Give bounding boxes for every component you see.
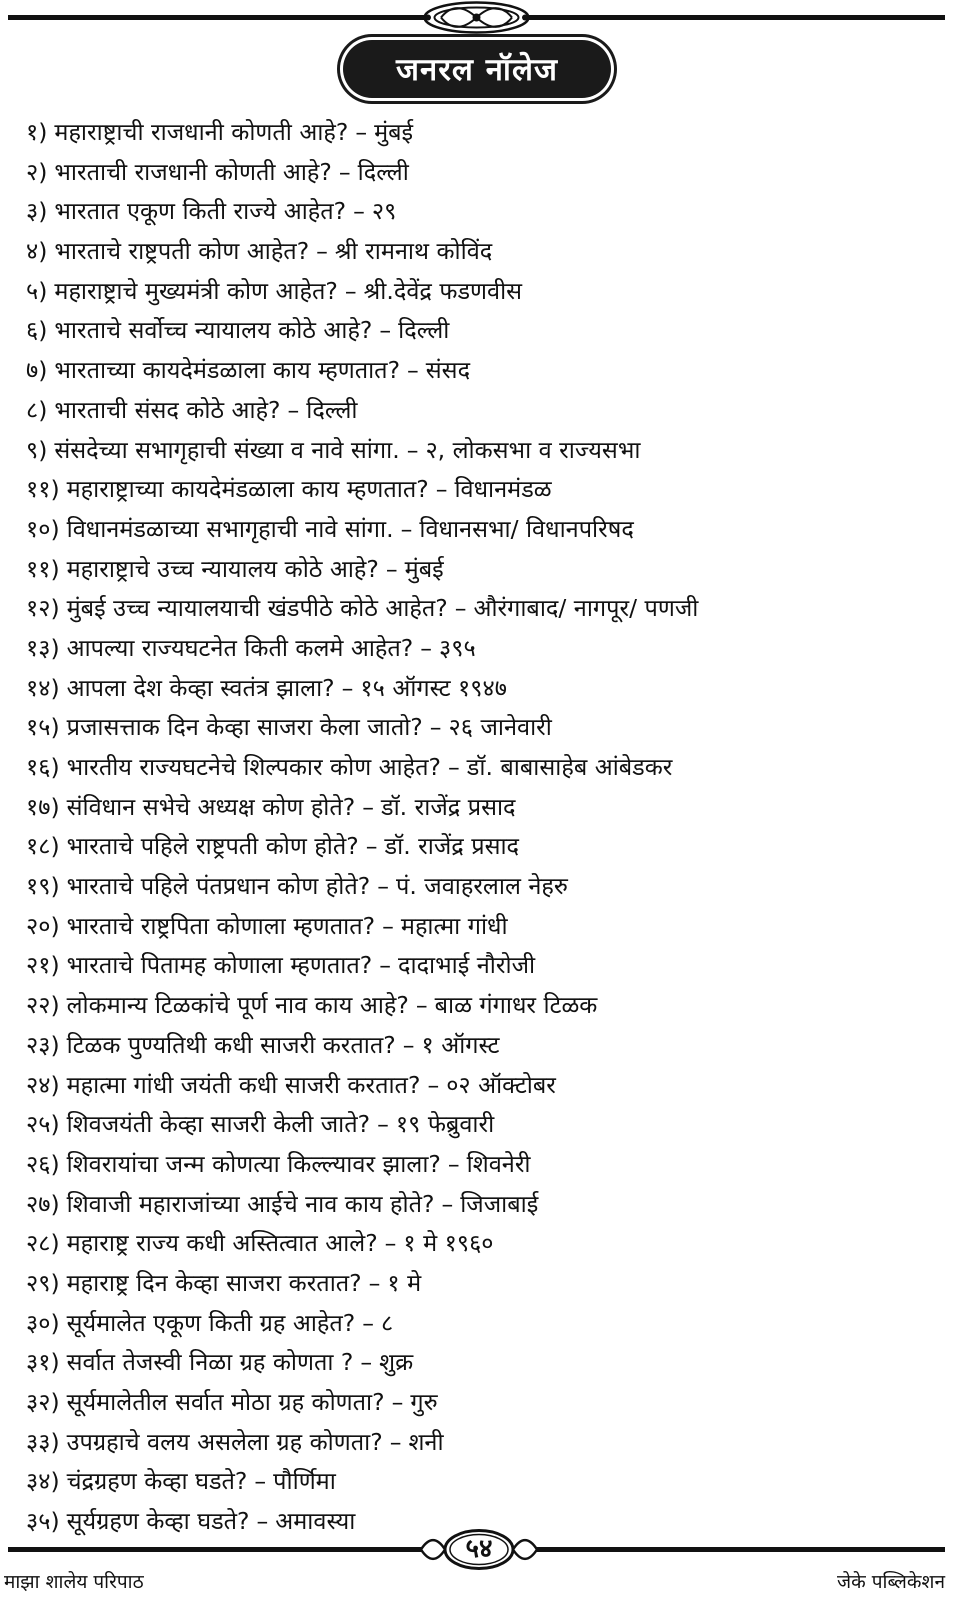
ornament-icon xyxy=(413,0,540,36)
question-text: महात्मा गांधी जयंती कधी साजरी करतात? xyxy=(66,1070,421,1099)
question-text: भारताच्या कायदेमंडळाला काय म्हणतात? xyxy=(54,356,401,385)
question-text: प्रजासत्ताक दिन केव्हा साजरा केला जातो? xyxy=(66,713,423,742)
answer-separator: – xyxy=(441,1189,454,1218)
answer-text: २, लोकसभा व राज्यसभा xyxy=(425,435,641,464)
qa-item xyxy=(26,550,941,590)
answer-text: ०२ ऑक्टोबर xyxy=(446,1070,556,1099)
top-rule-right xyxy=(540,15,945,20)
question-text: महाराष्ट्र राज्य कधी अस्तित्वात आले? xyxy=(66,1229,378,1258)
answer-separator: – xyxy=(454,594,467,623)
question-text: लोकमान्य टिळकांचे पूर्ण नाव काय आहे? xyxy=(66,991,409,1020)
question-number: २१) xyxy=(26,951,60,980)
answer-text: दादाभाई नौरोजी xyxy=(398,951,536,980)
question-number: २५) xyxy=(26,1110,60,1139)
qa-item xyxy=(26,113,941,153)
answer-separator: – xyxy=(379,316,392,345)
qa-item xyxy=(26,1343,941,1383)
answer-separator: – xyxy=(377,872,389,901)
qa-item xyxy=(26,470,941,510)
answer-separator: – xyxy=(429,713,442,742)
question-number: २२) xyxy=(26,991,60,1020)
answer-text: दिल्ली xyxy=(357,157,409,186)
footer-publication-title: माझा शालेय परिपाठ xyxy=(4,1571,144,1593)
answer-text: श्री.देवेंद्र फडणवीस xyxy=(363,276,523,305)
answer-separator: – xyxy=(382,911,394,940)
qa-item xyxy=(26,669,941,709)
answer-text: १ मे १९६० xyxy=(403,1229,494,1258)
answer-text: डॉ. राजेंद्र प्रसाद xyxy=(381,792,516,821)
question-number: ३४) xyxy=(26,1467,60,1496)
answer-separator: – xyxy=(400,514,413,543)
answer-separator: – xyxy=(407,356,419,385)
answer-separator: – xyxy=(362,1308,374,1337)
answer-text: दिल्ली xyxy=(306,395,358,424)
answer-text: शुक्र xyxy=(379,1348,414,1377)
question-number: १६) xyxy=(26,753,60,781)
question-text: महाराष्ट्राचे उच्च न्यायालय कोठे आहे? xyxy=(66,554,379,583)
answer-text: संसद xyxy=(425,356,471,385)
answer-text: २६ जानेवारी xyxy=(448,713,552,742)
question-number: ३५) xyxy=(26,1507,60,1536)
question-number: १) xyxy=(26,118,48,146)
qa-list xyxy=(26,113,941,1542)
qa-item xyxy=(26,510,941,550)
qa-item xyxy=(26,1145,941,1185)
answer-separator: – xyxy=(355,118,368,146)
answer-separator: – xyxy=(415,991,428,1020)
answer-separator: – xyxy=(377,1110,389,1139)
answer-text: डॉ. राजेंद्र प्रसाद xyxy=(384,832,520,861)
question-number: १९) xyxy=(26,872,60,901)
qa-item xyxy=(26,827,941,867)
question-text: महाराष्ट्राची राजधानी कोणती आहे? xyxy=(54,118,349,146)
qa-item xyxy=(26,1224,941,1264)
qa-item xyxy=(26,1185,941,1225)
answer-separator: – xyxy=(402,1030,415,1059)
question-text: महाराष्ट्राच्या कायदेमंडळाला काय म्हणतात? xyxy=(66,475,429,504)
answer-text: अमावस्या xyxy=(275,1507,356,1536)
answer-separator: – xyxy=(360,1348,373,1377)
question-text: भारताचे राष्ट्रपती कोण आहेत? xyxy=(54,237,310,266)
question-text: विधानमंडळाच्या सभागृहाची नावे सांगा. xyxy=(66,514,394,543)
question-text: मुंबई उच्च न्यायालयाची खंडपीठे कोठे आहेत? xyxy=(66,594,448,623)
question-text: महाराष्ट्राचे मुख्यमंत्री कोण आहेत? xyxy=(54,276,338,305)
question-number: १७) xyxy=(26,792,60,821)
answer-text: शिवनेरी xyxy=(466,1149,531,1178)
question-text: सर्वात तेजस्वी निळा ग्रह कोणता ? xyxy=(66,1348,354,1377)
question-text: भारताचे पहिले राष्ट्रपती कोण होते? xyxy=(66,832,359,861)
bottom-rule-left xyxy=(8,1547,415,1552)
answer-separator: – xyxy=(420,633,433,662)
question-text: महाराष्ट्र दिन केव्हा साजरा करतात? xyxy=(66,1268,362,1297)
answer-separator: – xyxy=(379,951,391,980)
answer-text: १५ ऑगस्ट १९४७ xyxy=(360,673,507,702)
answer-text: १ ऑगस्ट xyxy=(421,1030,500,1059)
answer-text: विधानमंडळ xyxy=(454,475,552,504)
answer-text: पौर्णिमा xyxy=(273,1467,336,1496)
qa-item xyxy=(26,1423,941,1463)
question-number: ३०) xyxy=(26,1308,60,1337)
qa-item xyxy=(26,351,941,391)
question-number: १८) xyxy=(26,832,60,861)
question-text: चंद्रग्रहण केव्हा घडते? xyxy=(66,1467,248,1496)
qa-item xyxy=(26,1026,941,1066)
question-number: १३) xyxy=(26,633,60,662)
question-text: आपल्या राज्यघटनेत किती कलमे आहेत? xyxy=(66,633,414,662)
question-text: भारताचे राष्ट्रपिता कोणाला म्हणतात? xyxy=(66,911,376,940)
question-text: सूर्यग्रहण केव्हा घडते? xyxy=(66,1507,250,1536)
question-text: शिवजयंती केव्हा साजरी केली जाते? xyxy=(66,1110,371,1139)
answer-text: मुंबई xyxy=(404,554,444,583)
qa-item xyxy=(26,272,941,312)
qa-item xyxy=(26,907,941,947)
answer-text: औरंगाबाद/ नागपूर/ पणजी xyxy=(473,594,699,623)
title-badge xyxy=(343,40,611,98)
answer-text: महात्मा गांधी xyxy=(400,911,508,940)
question-text: उपग्रहाचे वलय असलेला ग्रह कोणता? xyxy=(66,1427,383,1456)
qa-item xyxy=(26,1462,941,1502)
question-text: संविधान सभेचे अध्यक्ष कोण होते? xyxy=(66,792,356,821)
question-text: सूर्यमालेत एकूण किती ग्रह आहेत? xyxy=(66,1308,356,1337)
question-text: भारतीय राज्यघटनेचे शिल्पकार कोण आहेत? xyxy=(66,753,442,781)
answer-separator: – xyxy=(341,673,354,702)
answer-text: २९ xyxy=(371,197,397,226)
question-number: ३२) xyxy=(26,1388,60,1416)
answer-text: विधानसभा/ विधानपरिषद xyxy=(419,514,634,543)
qa-item xyxy=(26,867,941,907)
question-text: शिवरायांचा जन्म कोणत्या किल्ल्यावर झाला? xyxy=(66,1149,441,1178)
answer-separator: – xyxy=(435,475,448,504)
answer-text: जिजाबाई xyxy=(460,1189,539,1218)
answer-separator: – xyxy=(368,1268,381,1297)
top-rule-left xyxy=(8,15,413,20)
qa-item xyxy=(26,589,941,629)
qa-item xyxy=(26,986,941,1026)
answer-text: श्री रामनाथ कोविंद xyxy=(334,237,493,266)
qa-item xyxy=(26,629,941,669)
question-number: २६) xyxy=(26,1149,60,1178)
question-number: २९) xyxy=(26,1268,60,1297)
answer-text: पं. जवाहरलाल नेहरु xyxy=(395,872,568,901)
answer-text: दिल्ली xyxy=(398,316,450,345)
qa-item xyxy=(26,192,941,232)
answer-text: बाळ गंगाधर टिळक xyxy=(434,991,598,1020)
answer-text: १ मे xyxy=(387,1268,422,1297)
question-text: संसदेच्या सभागृहाची संख्या व नावे सांगा. xyxy=(54,435,400,464)
question-text: आपला देश केव्हा स्वतंत्र झाला? xyxy=(66,673,335,702)
answer-text: मुंबई xyxy=(374,118,414,146)
qa-item xyxy=(26,1105,941,1145)
qa-item xyxy=(26,311,941,351)
answer-separator: – xyxy=(316,237,328,266)
answer-separator: – xyxy=(448,753,460,781)
answer-text: शनी xyxy=(408,1427,444,1456)
answer-separator: – xyxy=(362,792,375,821)
question-number: १०) xyxy=(26,514,60,543)
footer-publisher: जेके पब्लिकेशन xyxy=(837,1571,945,1593)
qa-item xyxy=(26,153,941,193)
page-number: ५४ xyxy=(465,1534,493,1564)
qa-item xyxy=(26,788,941,828)
answer-separator: – xyxy=(384,1229,397,1258)
question-number: ६) xyxy=(26,316,48,345)
answer-separator: – xyxy=(338,157,351,186)
qa-item xyxy=(26,391,941,431)
answer-separator: – xyxy=(353,197,365,226)
question-text: शिवाजी महाराजांच्या आईचे नाव काय होते? xyxy=(66,1189,435,1218)
question-number: १५) xyxy=(26,713,60,742)
question-number: ४) xyxy=(26,237,48,266)
answer-separator: – xyxy=(385,554,398,583)
answer-separator: – xyxy=(391,1388,404,1416)
answer-text: डॉ. बाबासाहेब आंबेडकर xyxy=(466,753,673,781)
answer-separator: – xyxy=(344,276,357,305)
answer-text: गुरु xyxy=(410,1388,438,1416)
answer-separator: – xyxy=(389,1427,402,1456)
question-number: २८) xyxy=(26,1229,60,1258)
question-number: ११) xyxy=(26,475,60,504)
question-number: ७) xyxy=(26,356,48,385)
qa-item xyxy=(26,1383,941,1423)
qa-item xyxy=(26,1304,941,1344)
answer-separator: – xyxy=(447,1149,460,1178)
answer-separator: – xyxy=(427,1070,440,1099)
page-title: जनरल नॉलेज xyxy=(396,52,558,88)
question-number: ३३) xyxy=(26,1427,60,1456)
answer-separator: – xyxy=(254,1467,267,1496)
question-number: २) xyxy=(26,157,48,186)
question-number: २३) xyxy=(26,1030,60,1059)
question-text: सूर्यमालेतील सर्वात मोठा ग्रह कोणता? xyxy=(66,1388,385,1416)
question-text: भारताचे पहिले पंतप्रधान कोण होते? xyxy=(66,872,371,901)
question-number: २०) xyxy=(26,911,60,940)
question-number: ३१) xyxy=(26,1348,60,1377)
question-number: ११) xyxy=(26,554,60,583)
question-number: १२) xyxy=(26,594,60,623)
answer-text: १९ फेब्रुवारी xyxy=(395,1110,495,1139)
qa-item xyxy=(26,748,941,788)
answer-text: ३९५ xyxy=(439,633,476,662)
qa-item xyxy=(26,232,941,272)
question-number: १४) xyxy=(26,673,60,702)
answer-separator: – xyxy=(365,832,378,861)
question-text: टिळक पुण्यतिथी कधी साजरी करतात? xyxy=(66,1030,396,1059)
answer-separator: – xyxy=(406,435,419,464)
question-text: भारताची संसद कोठे आहे? xyxy=(54,395,281,424)
qa-item xyxy=(26,431,941,471)
question-number: २४) xyxy=(26,1070,60,1099)
question-number: २७) xyxy=(26,1189,60,1218)
question-text: भारतात एकूण किती राज्ये आहेत? xyxy=(54,197,347,226)
question-text: भारताचे पितामह कोणाला म्हणतात? xyxy=(66,951,373,980)
question-number: ८) xyxy=(26,395,48,424)
answer-separator: – xyxy=(256,1507,269,1536)
question-text: भारताची राजधानी कोणती आहे? xyxy=(54,157,332,186)
question-number: ३) xyxy=(26,197,48,226)
bottom-rule-right xyxy=(543,1547,945,1552)
answer-text: ८ xyxy=(380,1308,394,1337)
qa-item xyxy=(26,708,941,748)
answer-separator: – xyxy=(287,395,300,424)
qa-item xyxy=(26,1264,941,1304)
qa-item xyxy=(26,946,941,986)
question-text: भारताचे सर्वोच्च न्यायालय कोठे आहे? xyxy=(54,316,373,345)
question-number: ५) xyxy=(26,276,48,305)
qa-item xyxy=(26,1066,941,1106)
question-number: ९) xyxy=(26,435,48,464)
